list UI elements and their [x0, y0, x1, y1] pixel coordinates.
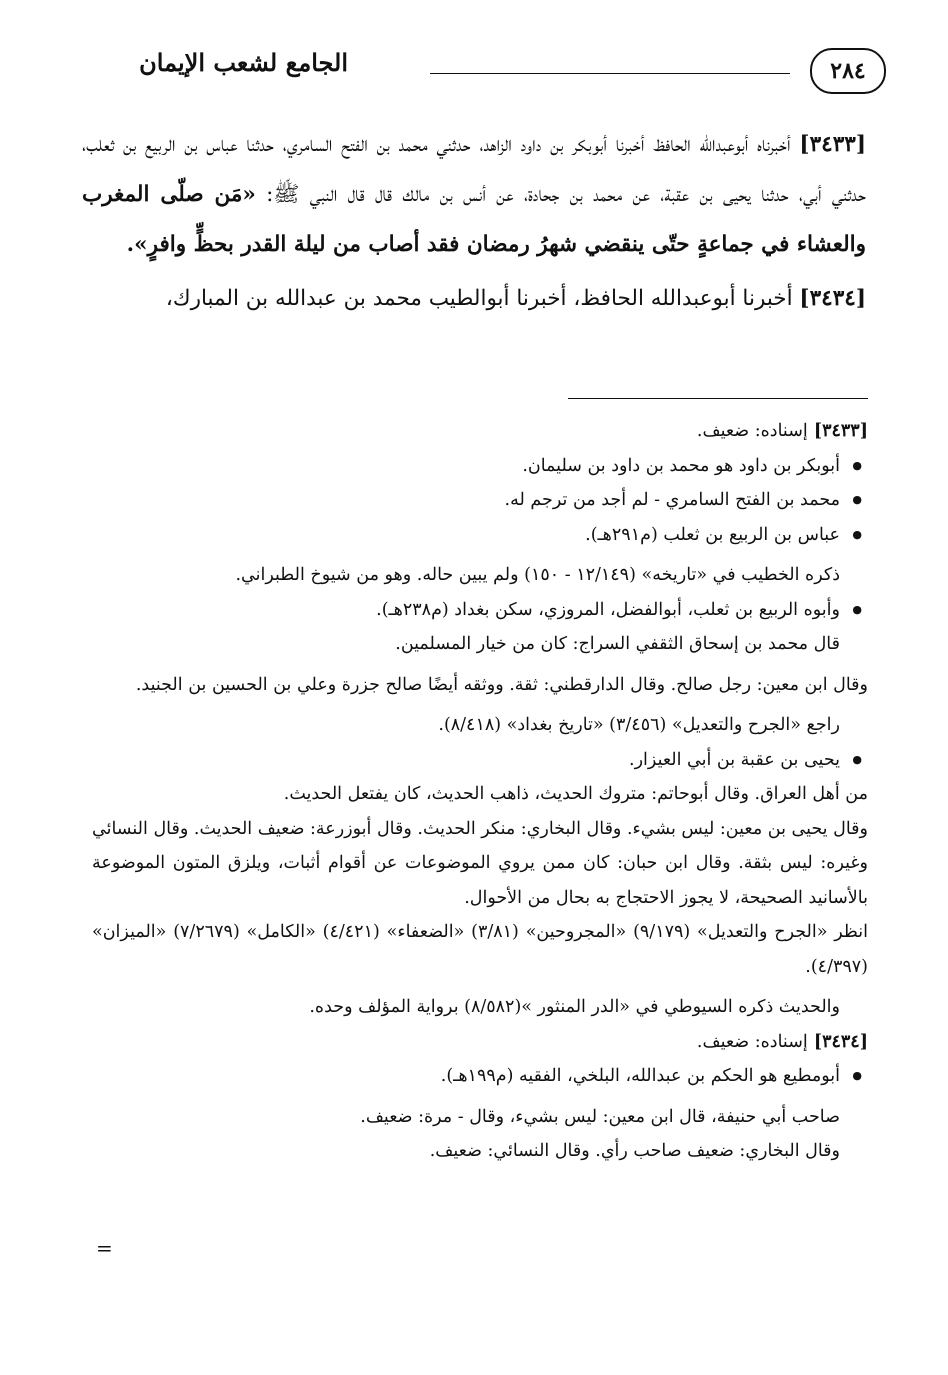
hadith-number: [٣٤٣٤] — [799, 286, 866, 311]
header-rule — [430, 73, 790, 74]
footnote-text: انظر «الجرح والتعديل» (٩/١٧٩) «المجروحين» (٣/٨١) «الضعفاء» (٤/٤٢١) «الكامل» (٧/٢٦٧٩) «الميزان» (٤/٣٩٧). — [92, 922, 868, 977]
footnote-text: وقال البخاري: ضعيف صاحب رأي. وقال النسائي: ضعيف. — [429, 1141, 840, 1161]
footnote-heading-3433 — [92, 414, 868, 449]
footnote-bullet: ● عباس بن الربيع بن ثعلب (م٢٩١هـ). — [92, 518, 868, 553]
footnote-bullet: ● أبوبكر بن داود هو محمد بن داود بن سليمان. — [92, 449, 868, 484]
hadith-3433 — [82, 120, 866, 270]
footnote-bullet: ● أبومطيع هو الحكم بن عبدالله، البلخي، الفقيه (م١٩٩هـ). — [92, 1059, 868, 1094]
footnote-label: إسناده: ضعيف. — [696, 1031, 808, 1052]
continuation-mark: = — [96, 1236, 113, 1260]
main-text — [82, 120, 866, 324]
footnote-number: [٣٤٣٤] — [813, 1031, 868, 1052]
hadith-3434 — [82, 274, 866, 324]
footnote-text: وقال يحيى بن معين: ليس بشيء. وقال البخاري: منكر الحديث. وقال أبوزرعة: ضعيف الحديث. وقال النسائي وغيره: ليس بثقة. وقال ابن حبان: كان ممن يروي الموضوعات عن أقوام أثبات، ويلزق المتون الموضوعة بالأسانيد الصحيحة، لا يجوز الاحتجاج به بحال من الأحوال. — [92, 818, 868, 908]
footnote-text: وقال ابن معين: رجل صالح. وقال الدارقطني: ثقة. ووثقه أيضًا صالح جزرة وعلي بن الحسين بن الجنيد. — [135, 674, 868, 695]
footnote-text: صاحب أبي حنيفة، قال ابن معين: ليس بشيء، وقال - مرة: ضعيف. — [360, 1106, 840, 1127]
footnote-text: قال محمد بن إسحاق الثقفي السراج: كان من خيار المسلمين. — [395, 634, 840, 654]
footnote-text: والحديث ذكره السيوطي في «الدر المنثور »(٨/٥٨٢) برواية المؤلف وحده. — [309, 997, 840, 1017]
footnote-number: [٣٤٣٣] — [813, 421, 868, 441]
footnote-text: ذكره الخطيب في «تاريخه» (١٢/١٤٩ - ١٥٠) ولم يبين حاله. وهو من شيوخ الطبراني. — [235, 565, 840, 585]
hadith-chain: أخبرنا أبوعبدالله الحافظ، أخبرنا أبوالطيب محمد بن عبدالله بن المبارك، — [165, 286, 793, 311]
footnotes — [92, 414, 868, 1169]
page-header — [70, 40, 868, 102]
hadith-text: «مَن صلّى المغرب والعشاء في جماعةٍ حتّى ينقضي شهرُ رمضان فقد أصاب من ليلة القدر بحظٍّ وافرٍ». — [82, 182, 866, 257]
hadith-chain: أخبرناه أبوعبدالله الحافظ أخبرنا أبوبكر بن داود الزاهد، حدثني محمد بن الفتح السامري، حدثنا عباس بن الربيع بن ثعلب، حدثني أبي، حدثنا يحيى بن عقبة، عن محمد بن جحادة، عن أنس بن مالك قال قال النبي ﷺ: — [82, 132, 866, 207]
footnote-divider — [568, 398, 868, 399]
book-title: الجامع لشعب الإيمان — [139, 48, 348, 77]
footnote-bullet: ● وأبوه الربيع بن ثعلب، أبوالفضل، المروزي، سكن بغداد (م٢٣٨هـ). — [92, 593, 868, 628]
footnote-bullet: ● محمد بن الفتح السامري - لم أجد من ترجم له. — [92, 483, 868, 518]
hadith-number: [٣٤٣٣] — [799, 132, 866, 157]
footnote-text: من أهل العراق. وقال أبوحاتم: متروك الحديث، ذاهب الحديث، كان يفتعل الحديث. — [283, 784, 868, 804]
footnote-bullet: ● يحيى بن عقبة بن أبي العيزار. — [92, 743, 868, 778]
footnote-label: إسناده: ضعيف. — [696, 421, 808, 441]
page-number-badge: ٢٨٤ — [810, 48, 886, 94]
footnote-heading-3434 — [92, 1025, 868, 1060]
footnote-text: راجع «الجرح والتعديل» (٣/٤٥٦) «تاريخ بغداد» (٨/٤١٨). — [438, 715, 840, 735]
